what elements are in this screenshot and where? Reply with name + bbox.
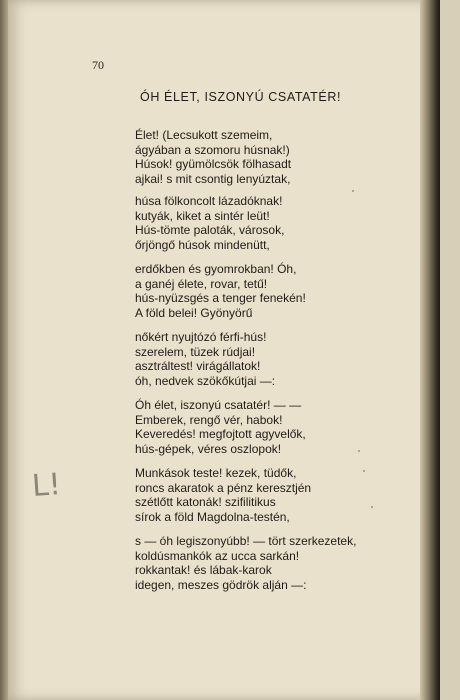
poem-line: koldúsmankók az ucca sarkán! bbox=[135, 548, 300, 563]
stanza-7 bbox=[135, 534, 356, 592]
poem-line: nőkért nyujtózó férfi-hús! bbox=[135, 330, 267, 344]
poem-line: roncs akaratok a pénz keresztjén bbox=[135, 480, 312, 495]
poem-line: Munkások teste! kezek, tüdők, bbox=[135, 466, 297, 480]
poem-line: idegen, meszes gödrök alján —: bbox=[135, 577, 307, 592]
poem-line: ágyában a szomoru húsnak!) bbox=[135, 142, 290, 157]
poem-line: óh, nedvek szökőkútjai —: bbox=[135, 373, 276, 388]
poem-line: szerelem, tüzek rúdjai! bbox=[135, 344, 256, 359]
poem-line: erdőkben és gyomrokban! Óh, bbox=[135, 262, 297, 276]
poem-line: Élet! (Lecsukott szemeim, bbox=[135, 128, 273, 142]
poem-line: húsa fölkoncolt lázadóknak! bbox=[135, 194, 283, 208]
stanza-4 bbox=[135, 330, 275, 388]
poem-line: Emberek, rengő vér, habok! bbox=[135, 412, 283, 427]
poem-line: sírok a föld Magdolna-testén, bbox=[135, 509, 290, 524]
stanza-2 bbox=[135, 194, 284, 252]
paper-speck bbox=[371, 506, 373, 508]
poem-line: szétlőtt katonák! szifilitikus bbox=[135, 495, 276, 509]
poem-line: a ganéj élete, rovar, tetű! bbox=[135, 276, 268, 291]
poem-line: asztráltest! virágállatok! bbox=[135, 359, 261, 373]
poem-line: hús-gépek, véres oszlopok! bbox=[135, 441, 282, 456]
stanza-5 bbox=[135, 398, 306, 456]
book-spine bbox=[0, 0, 8, 700]
poem-line: őrjöngő húsok mindenütt, bbox=[135, 237, 270, 252]
stanza-3 bbox=[135, 262, 306, 320]
stanza-6 bbox=[135, 466, 311, 524]
poem-line: kutyák, kiket a sintér leüt! bbox=[135, 208, 270, 223]
paper-speck bbox=[352, 190, 354, 192]
paper-speck bbox=[358, 450, 360, 452]
stanza-1 bbox=[135, 128, 291, 186]
poem-line: Keveredés! megfojtott agyvelők, bbox=[135, 427, 306, 441]
page-edge-shadow bbox=[420, 0, 440, 700]
poem-line: ajkai! s mit csontig lenyúztak, bbox=[135, 171, 291, 186]
pencil-annotation: L! bbox=[30, 467, 62, 504]
poem-line: s — óh legiszonyúbb! — tört szerkezetek, bbox=[135, 534, 357, 548]
poem-line: A föld belei! Gyönyörű bbox=[135, 305, 253, 320]
poem-line: rokkantak! és lábak-karok bbox=[135, 563, 272, 577]
poem-line: Óh élet, iszonyú csatatér! — — bbox=[135, 398, 302, 412]
poem-line: Húsok! gyümölcsök fölhasadt bbox=[135, 157, 292, 171]
paper-speck bbox=[363, 470, 365, 472]
poem-title: ÓH ÉLET, ISZONYÚ CSATATÉR! bbox=[140, 90, 342, 104]
page-number: 70 bbox=[92, 58, 104, 72]
poem-line: Hús-tömte paloták, városok, bbox=[135, 223, 285, 237]
poem-line: hús-nyüzsgés a tenger fenekén! bbox=[135, 291, 306, 305]
